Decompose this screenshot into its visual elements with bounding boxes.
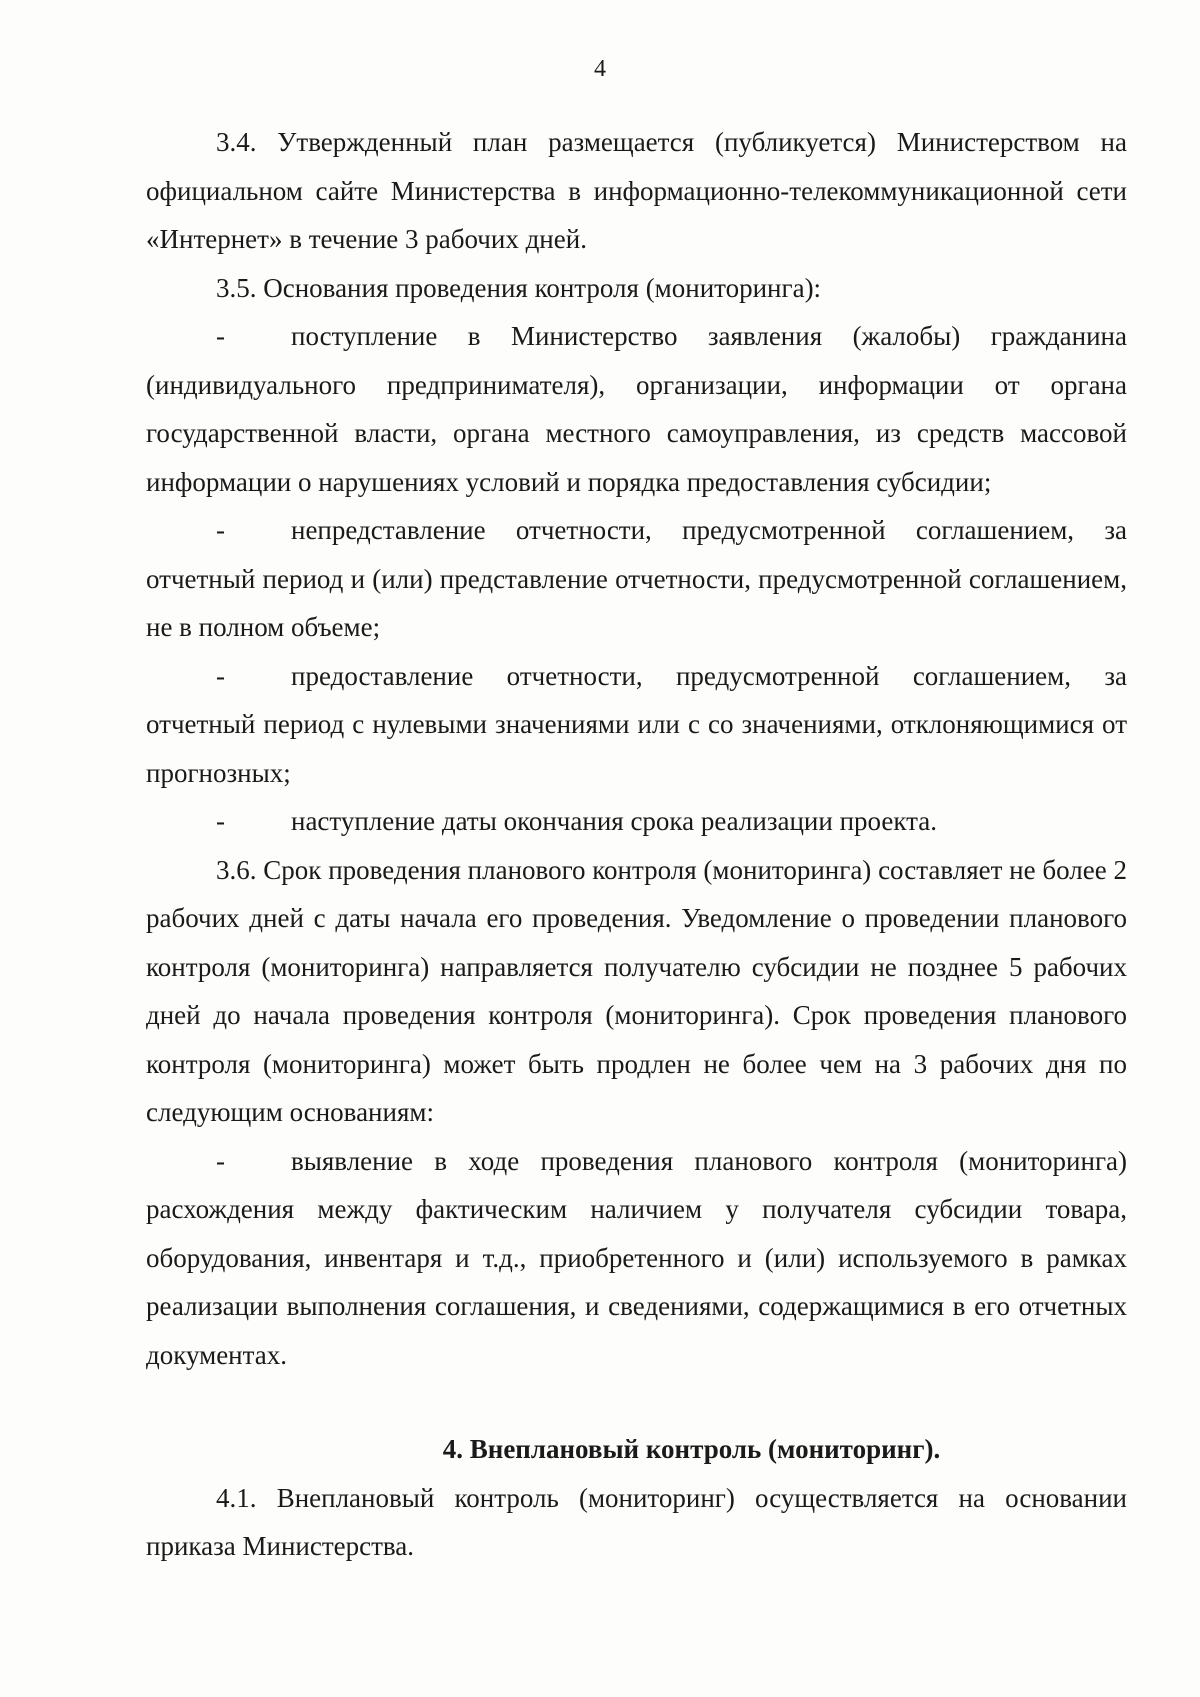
- bullet-dash: -: [216, 321, 225, 351]
- bullet-text: выявление в ходе проведения планового контроля (мониторинга) расхождения между фактическим наличием у получателя субсидии товара, оборудования, инвентаря и т.д., приобретенного и (или) используемого в рамках реализации выполнения соглашения, и сведениями, содержащимися в его отчетных документах.: [146, 1145, 1127, 1370]
- bullet-text: поступление в Министерство заявления (жалобы) гражданина (индивидуального предпринимателя), организации, информации от органа государственной власти, органа местного самоуправления, из средств массовой информации о нарушениях условий и порядка предоставления субсидии;: [146, 321, 1127, 497]
- paragraph-3-4: 3.4. Утвержденный план размещается (публикуется) Министерством на официальном сайте Министерства в информационно-телекоммуникационной сети «Интернет» в течение 3 рабочих дней.: [146, 127, 1127, 254]
- page-number: 4: [594, 56, 606, 82]
- paragraph-3-6: 3.6. Срок проведения планового контроля (мониторинга) составляет не более 2 рабочих дней с даты начала его проведения. Уведомление о проведении планового контроля (мониторинга) направляется получателю субсидии не позднее 5 рабочих дней до начала проведения контроля (мониторинга). Срок проведения планового контроля (мониторинга) может быть продлен не более чем на 3 рабочих дня по следующим основаниям:: [146, 854, 1127, 1127]
- bullet-dash: -: [216, 1145, 225, 1176]
- bullet-text: наступление даты окончания срока реализации проекта.: [291, 806, 937, 836]
- bullet-item: [146, 652, 1127, 798]
- bullet-item: [146, 1137, 1127, 1380]
- bullet-item: [146, 797, 1127, 846]
- paragraph-3-5: 3.5. Основания проведения контроля (мониторинга):: [216, 272, 822, 303]
- bullet-item: [146, 506, 1127, 652]
- bullet-text: предоставление отчетности, предусмотренной соглашением, за отчетный период с нулевыми значениями или с со значениями, отклоняющимися от прогнозных;: [146, 660, 1127, 788]
- bullet-dash: -: [216, 660, 225, 691]
- bullet-item: [146, 312, 1127, 506]
- bullet-dash: -: [216, 515, 225, 545]
- section-heading-4: 4. Внеплановый контроль (мониторинг).: [442, 1434, 941, 1464]
- bullet-text: непредставление отчетности, предусмотренной соглашением, за отчетный период и (или) представление отчетности, предусмотренной соглашением, не в полном объеме;: [146, 515, 1127, 642]
- bullet-dash: -: [216, 806, 225, 836]
- paragraph-4-1: 4.1. Внеплановый контроль (мониторинг) осуществляется на основании приказа Министерства.: [146, 1482, 1127, 1561]
- document-body: [146, 118, 1127, 1571]
